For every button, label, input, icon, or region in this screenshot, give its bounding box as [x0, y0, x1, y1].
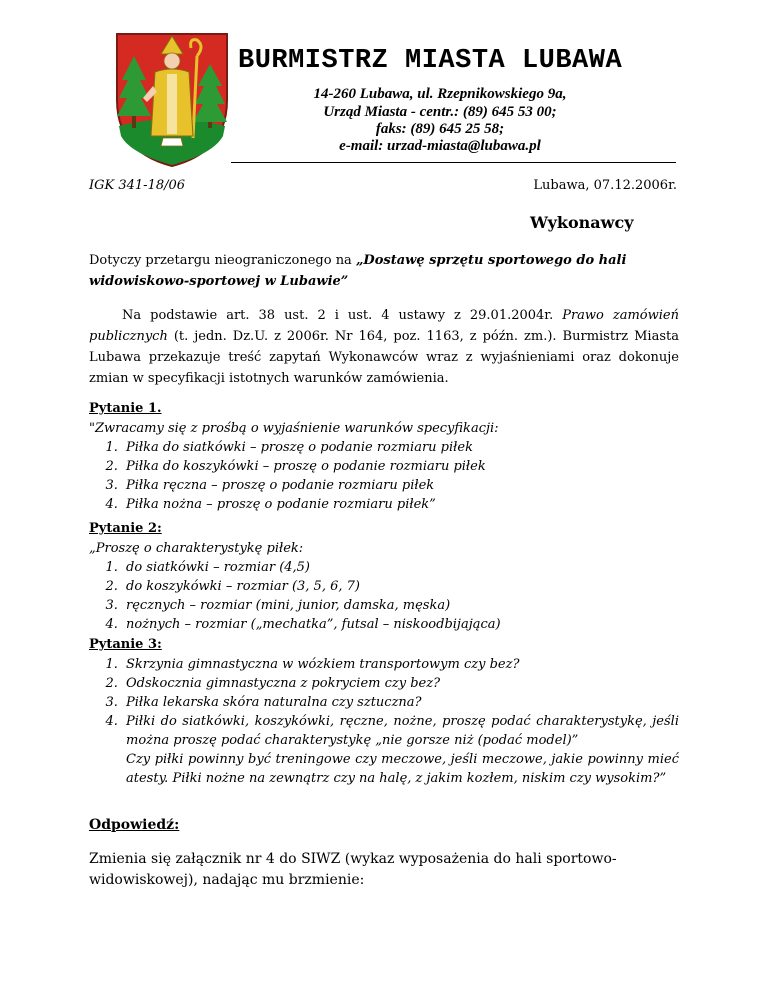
- law-name: Prawo zamówień publicznych: [89, 308, 679, 344]
- subject-title: „Dostawę sprzętu sportowego do hali widowiskowo-sportowej w Lubawie”: [89, 253, 627, 289]
- question-1-intro: "Zwracamy się z prośbą o wyjaśnienie warunków specyfikacji:: [89, 421, 499, 436]
- answer-heading: [89, 815, 679, 836]
- list-item: 2. do koszykówki – rozmiar (3, 5, 6, 7): [122, 577, 679, 596]
- intro-part-1: Na podstawie art. 38 ust. 2 i ust. 4 ustawy z 29.01.2004r.: [122, 308, 563, 323]
- header-divider: [231, 162, 676, 163]
- list-item: 1. do siatkówki – rozmiar (4,5): [122, 558, 679, 577]
- question-3-list: [89, 655, 679, 750]
- question-3-extra: Czy piłki powinny być treningowe czy meczowe, jeśli meczowe, jakie powinny mieć atesty. Piłki nożne na zewnątrz czy na halę, z jakim kozłem, niskim czy wysokim?”: [126, 752, 679, 786]
- subject-prefix: Dotyczy przetargu nieograniczonego na: [89, 253, 356, 268]
- email-line: e-mail: urzad-miasta@lubawa.pl: [339, 138, 541, 154]
- list-item: 1. Skrzynia gimnastyczna w wózkiem transportowym czy bez?: [122, 655, 679, 674]
- list-item: 3. ręcznych – rozmiar (mini, junior, damska, męska): [122, 596, 679, 615]
- list-item: 3. Piłka lekarska skóra naturalna czy sztuczna?: [122, 693, 679, 712]
- list-item: 2. Piłka do koszykówki – proszę o podanie rozmiaru piłek: [122, 457, 679, 476]
- intro-paragraph: [89, 305, 679, 389]
- address-line-2: Urząd Miasta - centr.: (89) 645 53 00;: [323, 104, 557, 120]
- address-line-1: 14-260 Lubawa, ul. Rzepnikowskiego 9a,: [313, 86, 567, 102]
- intro-part-2: (t. jedn. Dz.U. z 2006r. Nr 164, poz. 1163, z późn. zm.). Burmistrz Miasta Lubawa przekazuje treść zapytań Wykonawców wraz z wyjaśnieniami oraz dokonuje zmian w specyfikacji istotnych warunków zamówienia.: [89, 329, 679, 386]
- question-2-title: Pytanie 2:: [89, 521, 162, 536]
- issuer-title: BURMISTRZ MIASTA LUBAWA: [238, 46, 623, 76]
- question-1-title: Pytanie 1.: [89, 401, 162, 416]
- question-3-body: [89, 655, 679, 788]
- question-1-body: [89, 419, 679, 514]
- list-item: 2. Odskocznia gimnastyczna z pokryciem czy bez?: [122, 674, 679, 693]
- answer-title: Odpowiedź:: [89, 817, 180, 833]
- recipient-heading: Wykonawcy: [530, 213, 634, 232]
- question-2-list: [89, 558, 679, 634]
- question-3-heading: [89, 634, 679, 655]
- question-1-heading: [89, 398, 679, 419]
- place-and-date: Lubawa, 07.12.2006r.: [533, 178, 677, 193]
- question-3-title: Pytanie 3:: [89, 637, 162, 652]
- lubawa-coat-of-arms: [113, 28, 231, 168]
- list-item: 4. Piłki do siatkówki, koszykówki, ręczne, nożne, proszę podać charakterystykę, jeśli można proszę podać charakterystykę „nie gorsze niż (podać model)”: [122, 712, 679, 750]
- fax-line: faks: (89) 645 25 58;: [375, 121, 505, 137]
- answer-text: Zmienia się załącznik nr 4 do SIWZ (wykaz wyposażenia do hali sportowo-widowiskowej), nadając mu brzmienie:: [89, 851, 617, 888]
- question-2-heading: [89, 518, 679, 539]
- question-2-intro: „Proszę o charakterystykę piłek:: [89, 541, 304, 556]
- list-item: 1. Piłka do siatkówki – proszę o podanie rozmiaru piłek: [122, 438, 679, 457]
- question-1-list: [89, 438, 679, 514]
- reference-number: IGK 341-18/06: [89, 178, 186, 193]
- question-2-body: [89, 539, 679, 634]
- list-item: 4. nożnych – rozmiar („mechatka”, futsal – niskoodbijająca): [122, 615, 679, 634]
- subject-line: [89, 250, 679, 292]
- list-item: 3. Piłka ręczna – proszę o podanie rozmiaru piłek: [122, 476, 679, 495]
- list-item: 4. Piłka nożna – proszę o podanie rozmiaru piłek”: [122, 495, 679, 514]
